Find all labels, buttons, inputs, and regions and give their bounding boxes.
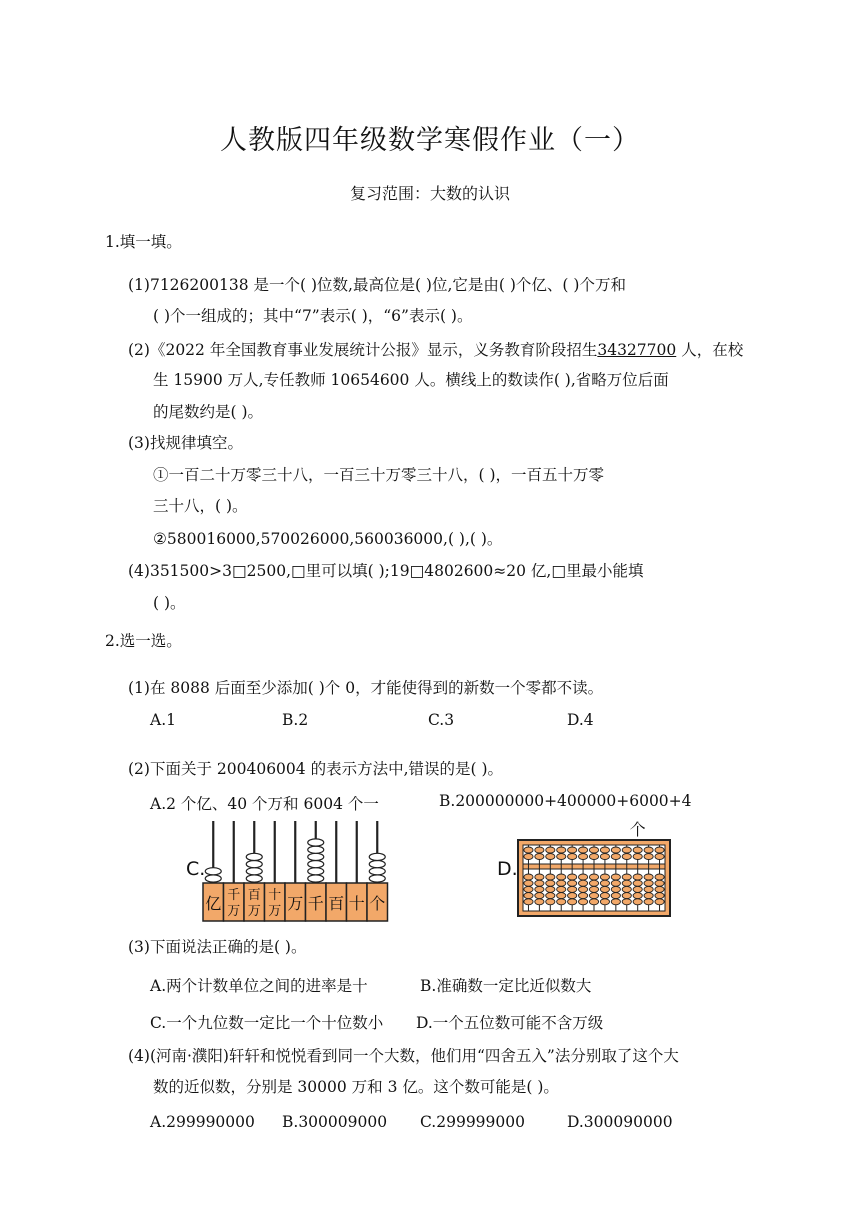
abacus-bead [369,853,385,860]
suanpan-bead [524,880,533,886]
suanpan-bead [633,899,642,905]
abacus-bead [369,868,385,875]
suanpan-bead [546,893,555,899]
suanpan-bead [535,854,544,860]
suanpan-bead [546,847,555,853]
suanpan-bead [568,886,577,892]
suanpan-bead [557,874,566,880]
suanpan-bead [622,886,631,892]
abacus-bead [369,861,385,868]
suanpan-bead [644,893,653,899]
q1-1-line1: (1)7126200138 是一个( )位数,最高位是( )位,它是由( )个亿、( )个万和 [128,276,626,294]
q2-4-option-d: D.300090000 [567,1113,673,1131]
suanpan-bead [524,847,533,853]
suanpan-bead [600,899,609,905]
suanpan-bead [655,874,664,880]
suanpan-bead [546,854,555,860]
abacus-place-label: 万 [287,894,304,913]
abacus-place-label: 十 [268,888,282,903]
suanpan-bead [655,893,664,899]
q2-2-option-a: A.2 个亿、40 个万和 6004 个一 [150,795,379,813]
suanpan-bead [644,880,653,886]
suanpan-bead [589,886,598,892]
suanpan-bead [589,893,598,899]
suanpan-bead [644,899,653,905]
abacus-place-label: 千 [307,894,324,913]
suanpan-bead [578,874,587,880]
suanpan-bead [535,880,544,886]
suanpan-bead [600,880,609,886]
abacus-place-label: 十 [348,894,365,913]
suanpan-bead [524,893,533,899]
suanpan-bead [611,874,620,880]
suanpan-bead [578,854,587,860]
suanpan-bead [633,874,642,880]
abacus-bead [246,875,262,882]
abacus-bead [369,875,385,882]
abacus-bead [246,853,262,860]
suanpan-bead [535,874,544,880]
abacus-bead [308,861,324,868]
suanpan-bead [557,886,566,892]
suanpan-bead [578,847,587,853]
q1-2-line3: 的尾数约是( )。 [153,403,264,421]
abacus-bead [246,861,262,868]
suanpan-bead [568,854,577,860]
q2-1: (1)在 8088 后面至少添加( )个 0，才能使得到的新数一个零都不读。 [128,679,604,697]
suanpan-bead [655,854,664,860]
suanpan-bead [568,899,577,905]
suanpan-bead [589,899,598,905]
abacus-place-label: 万 [268,904,282,919]
suanpan-bead [589,847,598,853]
abacus-bead [308,875,324,882]
suanpan-bead [644,886,653,892]
q1-4-line2: ( )。 [153,594,186,612]
q2-1-option-b: B.2 [282,711,309,729]
suanpan-bead [535,893,544,899]
q1-3-a-line1: ①一百二十万零三十八，一百三十万零三十八，( )，一百五十万零 [153,466,605,484]
suanpan-bead [644,847,653,853]
q2-4-line1: (4)(河南·濮阳)轩轩和悦悦看到同一个大数，他们用“四舍五入”法分别取了这个大 [128,1047,679,1065]
suanpan-bead [622,854,631,860]
suanpan-bead [600,874,609,880]
suanpan-bead [644,854,653,860]
suanpan-bead [535,886,544,892]
suanpan-bead [622,893,631,899]
suanpan-bead [524,886,533,892]
q2-4-option-a: A.299990000 [150,1113,255,1131]
suanpan-bead [524,854,533,860]
suanpan-bead [546,886,555,892]
q2-1-option-c: C.3 [428,711,455,729]
suanpan-bead [611,847,620,853]
suanpan-bead [589,880,598,886]
suanpan-bead [568,880,577,886]
suanpan-bead [611,886,620,892]
suanpan-bead [535,899,544,905]
abacus-bead [205,868,221,875]
suanpan-bead [633,880,642,886]
suanpan-bead [611,854,620,860]
q1-3-a-line2: 三十八，( )。 [153,497,248,515]
suanpan-bead [633,893,642,899]
q1-2-underlined-number: 34327700 [597,341,677,359]
q1-2-line2: 生 15900 万人,专任教师 10654600 人。横线上的数读作( ),省略万位后面 [153,371,669,389]
page-title: 人教版四年级数学寒假作业（一） [220,125,640,156]
q2-3-option-b: B.准确数一定比近似数大 [420,977,592,995]
suanpan-bead [611,893,620,899]
abacus-bead [308,839,324,846]
q2-4-option-c: C.299999000 [420,1113,525,1131]
q2-2-option-c-label: C. [186,858,206,880]
suanpan-bead [568,847,577,853]
suanpan-bead [578,893,587,899]
suanpan-bead [611,880,620,886]
suanpan-bead [655,899,664,905]
counting-abacus-figure [200,815,390,925]
suanpan-bead [546,899,555,905]
suanpan-bead [622,874,631,880]
q2-2: (2)下面关于 200406004 的表示方法中,错误的是( )。 [128,760,504,778]
suanpan-bead [557,893,566,899]
abacus-place-label: 万 [247,904,261,919]
suanpan-bead [600,847,609,853]
suanpan-bead [578,899,587,905]
abacus-place-label: 个 [369,894,386,913]
q2-3-option-a: A.两个计数单位之间的进率是十 [150,977,368,995]
abacus-place-label: 百 [328,894,345,913]
suanpan-bead [622,847,631,853]
q2-2-option-d-label: D. [497,858,518,880]
suanpan-bead [633,854,642,860]
suanpan-bead [568,874,577,880]
suanpan-bead [589,854,598,860]
suanpan-bead [600,893,609,899]
q2-1-option-a: A.1 [150,711,176,729]
abacus-bead [308,868,324,875]
q1-4-line1: (4)351500>3□2500,□里可以填( );19□4802600≈20 亿,□里最小能填 [128,562,644,580]
q1-2-text-a: (2)《2022 年全国教育事业发展统计公报》显示，义务教育阶段招生 [128,341,598,359]
suanpan-bead [622,880,631,886]
suanpan-bead [535,847,544,853]
q1-2-line1 [128,338,743,360]
suanpan-bead [578,880,587,886]
suanpan-bead [655,847,664,853]
q1-3-heading: (3)找规律填空。 [128,434,243,452]
suanpan-bead [600,886,609,892]
suanpan-bead [633,847,642,853]
abacus-place-label: 亿 [205,894,222,913]
abacus-bead [205,875,221,882]
q2-3-option-d: D.一个五位数可能不含万级 [416,1014,604,1032]
abacus-place-label: 万 [227,904,241,919]
suanpan-bead [600,854,609,860]
abacus-bead [308,853,324,860]
q2-3-option-c: C.一个九位数一定比一个十位数小 [150,1014,384,1032]
abacus-bead [308,846,324,853]
suanpan-bead [622,899,631,905]
suanpan-bead [655,886,664,892]
suanpan-bead [611,899,620,905]
suanpan-bead [557,854,566,860]
suanpan-bead [578,886,587,892]
suanpan-figure [514,820,674,920]
suanpan-bead [557,880,566,886]
suanpan-bead [546,874,555,880]
q1-1-line2: ( )个一组成的；其中“7”表示( )，“6”表示( )。 [153,307,473,325]
q1-3-b: ②580016000,570026000,560036000,( ),( )。 [153,530,503,548]
suanpan-bead [546,880,555,886]
suanpan-bead [524,899,533,905]
suanpan-bead [524,874,533,880]
abacus-place-label: 千 [227,888,241,903]
suanpan-bead [557,899,566,905]
q1-2-text-b: 人，在校 [681,341,744,359]
abacus-bead [246,868,262,875]
suanpan-bead [568,893,577,899]
suanpan-ones-mark: 个 [629,820,646,839]
q2-3: (3)下面说法正确的是( )。 [128,938,307,956]
q2-4-line2: 数的近似数，分别是 30000 万和 3 亿。这个数可能是( )。 [153,1078,559,1096]
page-subtitle: 复习范围：大数的认识 [349,184,510,203]
suanpan-bead [644,874,653,880]
suanpan-bead [557,847,566,853]
abacus-place-label: 百 [247,888,261,903]
suanpan-bead [633,886,642,892]
suanpan-bead [589,874,598,880]
section2-heading: 2.选一选。 [105,632,182,650]
section1-heading: 1.填一填。 [105,233,182,251]
suanpan-bead [655,880,664,886]
q2-1-option-d: D.4 [567,711,594,729]
q2-4-option-b: B.300009000 [282,1113,388,1131]
q2-2-option-b: B.200000000+400000+6000+4 [439,792,692,810]
